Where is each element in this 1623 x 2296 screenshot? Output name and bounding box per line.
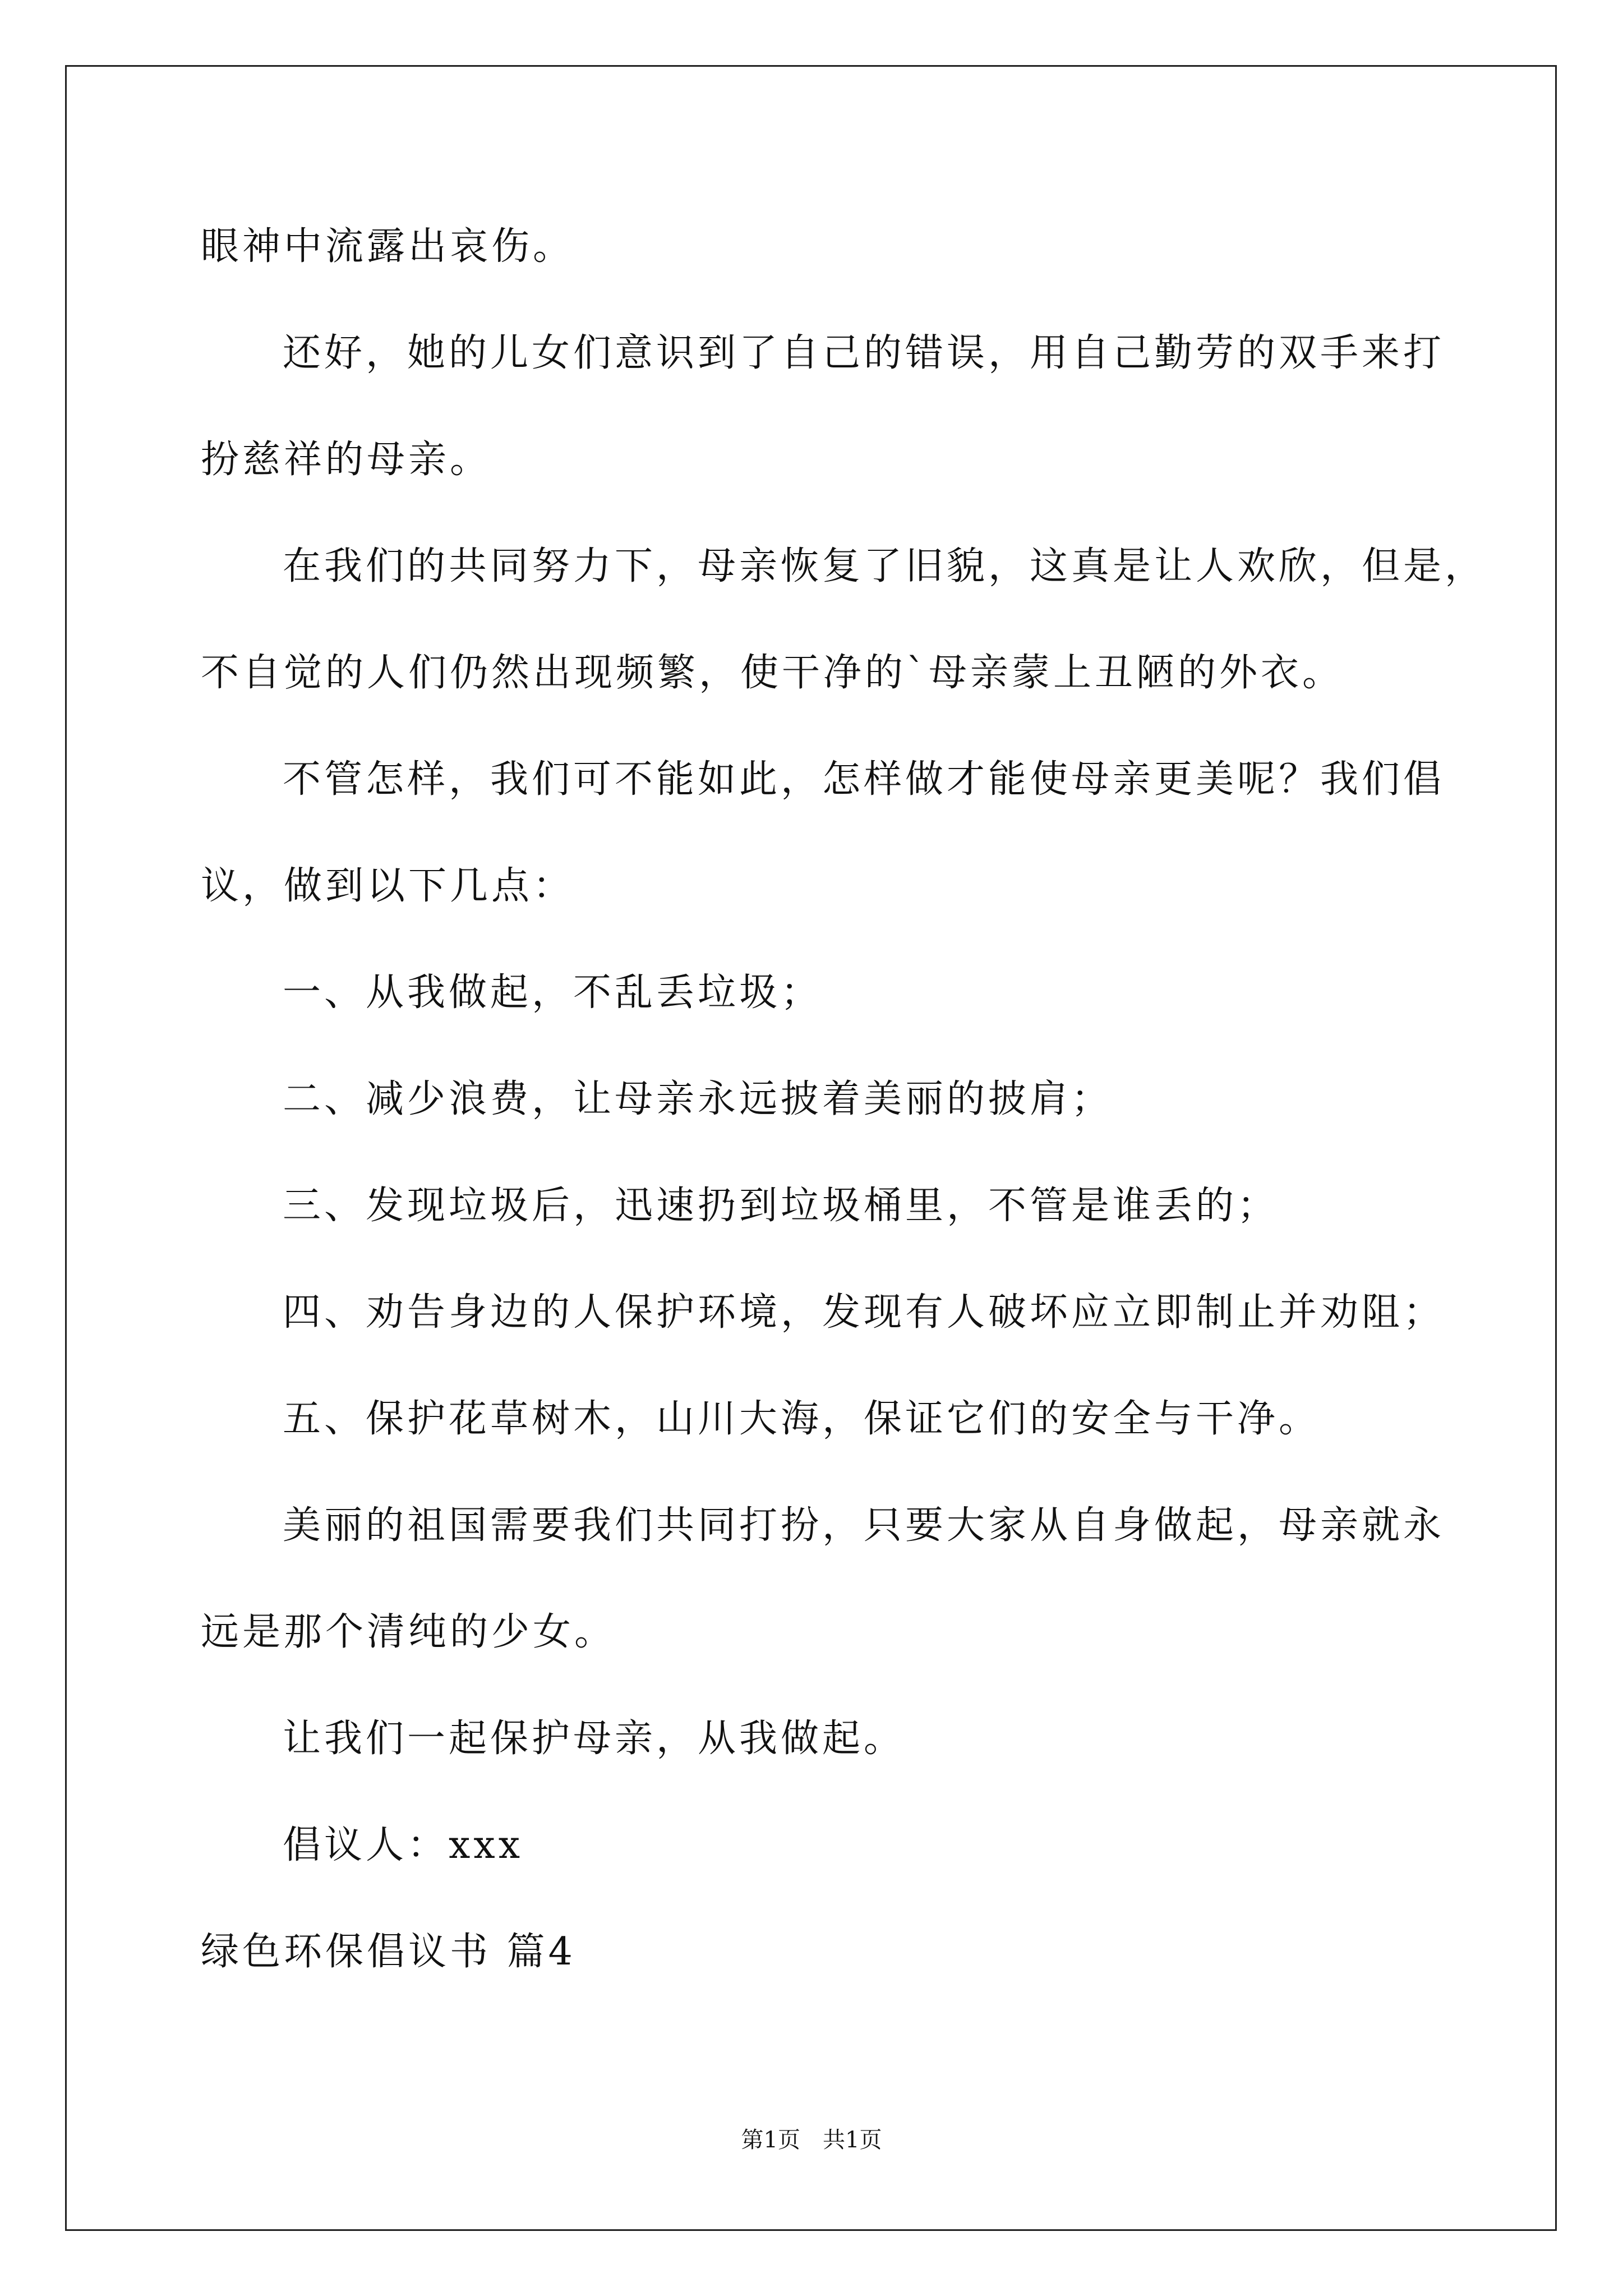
text-line-1: 眼神中流露出哀伤。 — [201, 224, 575, 269]
page-footer: 第1页 共1页 — [741, 2127, 882, 2153]
page-border — [65, 65, 1557, 2231]
text-line-16: 倡议人：xxx — [283, 1823, 524, 1867]
text-line-13: 美丽的祖国需要我们共同打扮，只要大家从自身做起，母亲就永 — [283, 1503, 1445, 1548]
text-line-8: 一、从我做起，不乱丢垃圾； — [283, 970, 823, 1015]
text-line-7: 议，做到以下几点： — [201, 864, 575, 908]
text-line-9: 二、减少浪费，让母亲永远披着美丽的披肩； — [283, 1077, 1113, 1121]
text-line-12: 五、保护花草树木，山川大海，保证它们的安全与干净。 — [283, 1397, 1321, 1441]
text-line-14: 远是那个清纯的少女。 — [201, 1610, 616, 1654]
text-line-4: 在我们的共同努力下，母亲恢复了旧貌，这真是让人欢欣，但是， — [283, 544, 1487, 588]
section-heading: 绿色环保倡议书 篇4 — [201, 1930, 576, 1974]
text-line-10: 三、发现垃圾后，迅速扔到垃圾桶里，不管是谁丢的； — [283, 1184, 1279, 1228]
text-line-5: 不自觉的人们仍然出现频繁，使干净的`母亲蒙上丑陋的外衣。 — [201, 651, 1344, 695]
text-line-6: 不管怎样，我们可不能如此，怎样做才能使母亲更美呢？我们倡 — [283, 757, 1445, 802]
text-line-3: 扮慈祥的母亲。 — [201, 438, 492, 482]
text-line-11: 四、劝告身边的人保护环境，发现有人破坏应立即制止并劝阻； — [283, 1290, 1445, 1335]
text-line-15: 让我们一起保护母亲，从我做起。 — [283, 1717, 906, 1761]
text-line-2: 还好，她的儿女们意识到了自己的错误，用自己勤劳的双手来打 — [283, 331, 1445, 375]
